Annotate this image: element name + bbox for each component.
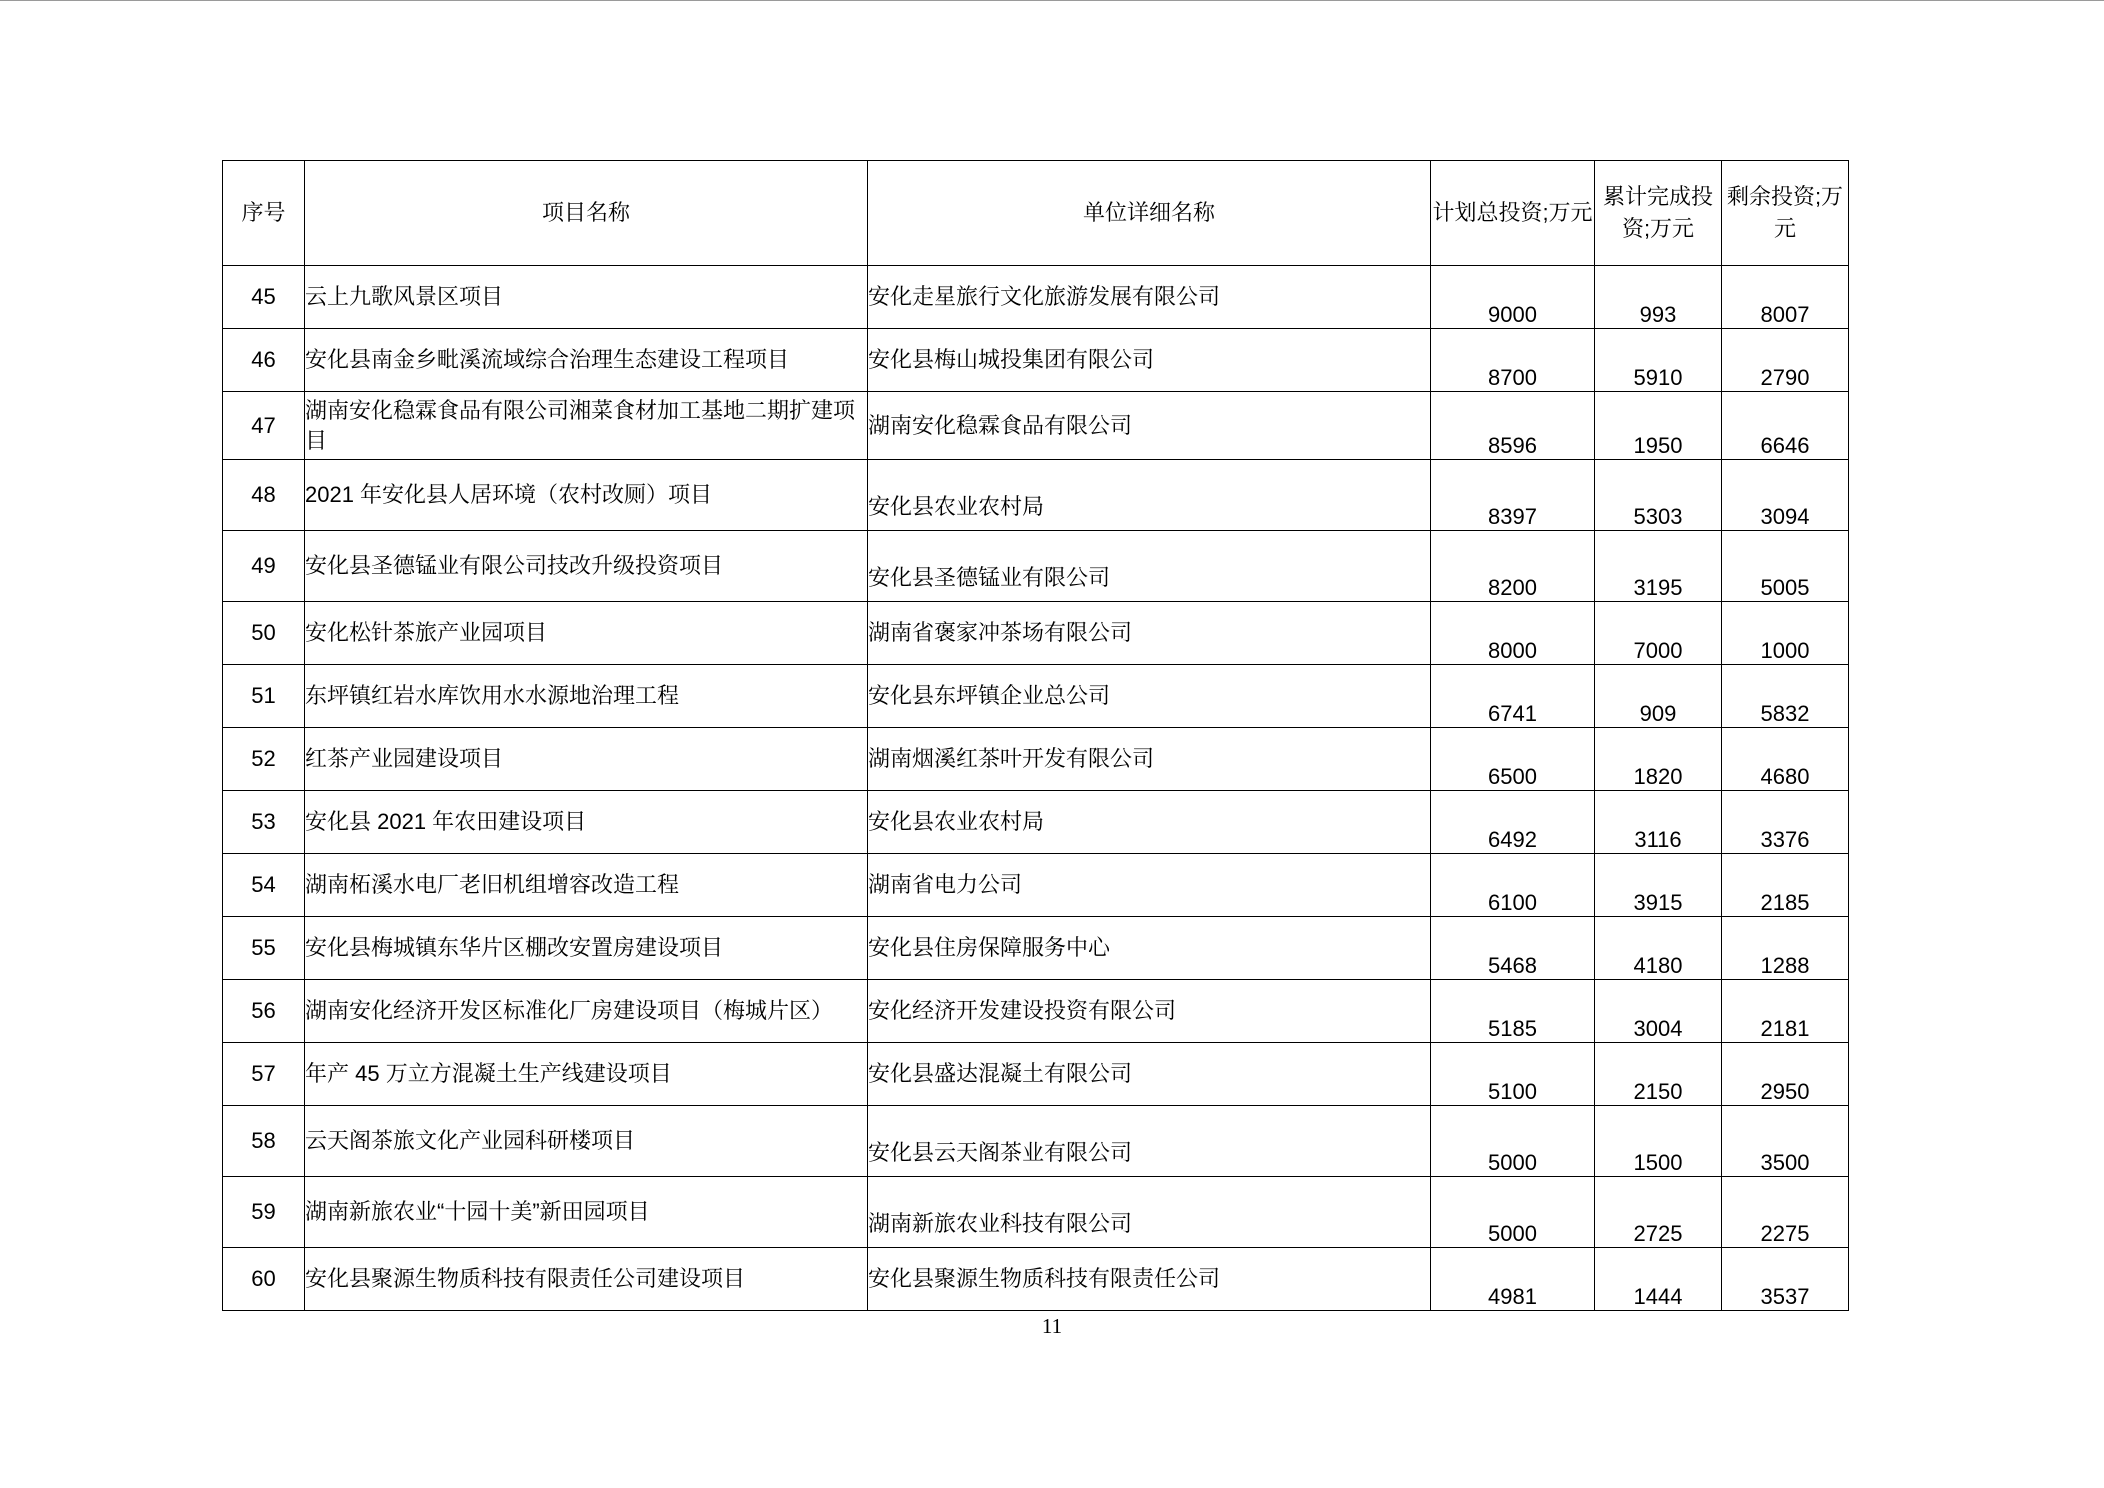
row-planned-total: 8200 xyxy=(1431,531,1595,602)
row-planned-total: 5000 xyxy=(1431,1177,1595,1248)
table-row xyxy=(223,392,1849,460)
row-project-name: 2021 年安化县人居环境（农村改厕）项目 xyxy=(305,460,868,531)
row-unit-name: 安化县聚源生物质科技有限责任公司 xyxy=(868,1248,1431,1311)
row-planned-total: 8000 xyxy=(1431,602,1595,665)
row-project-name: 湖南柘溪水电厂老旧机组增容改造工程 xyxy=(305,854,868,917)
row-remaining: 3537 xyxy=(1722,1248,1849,1311)
row-cumulative-completed: 7000 xyxy=(1595,602,1722,665)
row-project-name: 湖南安化稳霖食品有限公司湘菜食材加工基地二期扩建项目 xyxy=(305,392,868,460)
row-unit-name: 安化县农业农村局 xyxy=(868,460,1431,531)
table-row xyxy=(223,1177,1849,1248)
row-planned-total: 8700 xyxy=(1431,329,1595,392)
row-unit-name: 湖南安化稳霖食品有限公司 xyxy=(868,392,1431,460)
row-remaining: 2790 xyxy=(1722,329,1849,392)
row-cumulative-completed: 3195 xyxy=(1595,531,1722,602)
row-project-name: 安化县梅城镇东华片区棚改安置房建设项目 xyxy=(305,917,868,980)
row-project-name: 年产 45 万立方混凝土生产线建设项目 xyxy=(305,1043,868,1106)
row-cumulative-completed: 3915 xyxy=(1595,854,1722,917)
table-row xyxy=(223,665,1849,728)
row-project-name: 云天阁茶旅文化产业园科研楼项目 xyxy=(305,1106,868,1177)
table-row xyxy=(223,791,1849,854)
table-row xyxy=(223,1248,1849,1311)
row-cumulative-completed: 5303 xyxy=(1595,460,1722,531)
row-project-name: 安化松针茶旅产业园项目 xyxy=(305,602,868,665)
table-row xyxy=(223,460,1849,531)
row-project-name: 云上九歌风景区项目 xyxy=(305,266,868,329)
row-project-name: 红茶产业园建设项目 xyxy=(305,728,868,791)
table-row xyxy=(223,980,1849,1043)
row-planned-total: 5468 xyxy=(1431,917,1595,980)
row-remaining: 2181 xyxy=(1722,980,1849,1043)
table-row xyxy=(223,1106,1849,1177)
table-row xyxy=(223,531,1849,602)
header-project-name: 项目名称 xyxy=(305,161,868,266)
row-planned-total: 9000 xyxy=(1431,266,1595,329)
row-remaining: 3500 xyxy=(1722,1106,1849,1177)
row-remaining: 3094 xyxy=(1722,460,1849,531)
row-planned-total: 6741 xyxy=(1431,665,1595,728)
row-remaining: 2185 xyxy=(1722,854,1849,917)
row-unit-name: 湖南新旅农业科技有限公司 xyxy=(868,1177,1431,1248)
row-unit-name: 湖南省电力公司 xyxy=(868,854,1431,917)
row-unit-name: 安化县盛达混凝土有限公司 xyxy=(868,1043,1431,1106)
row-remaining: 4680 xyxy=(1722,728,1849,791)
row-cumulative-completed: 3116 xyxy=(1595,791,1722,854)
row-seq: 58 xyxy=(223,1106,305,1177)
row-project-name: 安化县聚源生物质科技有限责任公司建设项目 xyxy=(305,1248,868,1311)
row-planned-total: 5185 xyxy=(1431,980,1595,1043)
row-seq: 49 xyxy=(223,531,305,602)
row-planned-total: 8397 xyxy=(1431,460,1595,531)
table-row xyxy=(223,917,1849,980)
row-cumulative-completed: 1444 xyxy=(1595,1248,1722,1311)
header-unit-name: 单位详细名称 xyxy=(868,161,1431,266)
row-unit-name: 安化经济开发建设投资有限公司 xyxy=(868,980,1431,1043)
row-seq: 47 xyxy=(223,392,305,460)
row-cumulative-completed: 1820 xyxy=(1595,728,1722,791)
row-remaining: 5005 xyxy=(1722,531,1849,602)
row-remaining: 8007 xyxy=(1722,266,1849,329)
row-remaining: 3376 xyxy=(1722,791,1849,854)
row-project-name: 湖南新旅农业“十园十美”新田园项目 xyxy=(305,1177,868,1248)
row-seq: 52 xyxy=(223,728,305,791)
header-remaining: 剩余投资;万元 xyxy=(1722,161,1849,266)
row-seq: 51 xyxy=(223,665,305,728)
row-seq: 59 xyxy=(223,1177,305,1248)
row-cumulative-completed: 909 xyxy=(1595,665,1722,728)
row-unit-name: 安化县住房保障服务中心 xyxy=(868,917,1431,980)
row-remaining: 6646 xyxy=(1722,392,1849,460)
row-remaining: 2950 xyxy=(1722,1043,1849,1106)
row-planned-total: 4981 xyxy=(1431,1248,1595,1311)
row-cumulative-completed: 1500 xyxy=(1595,1106,1722,1177)
row-seq: 46 xyxy=(223,329,305,392)
row-seq: 48 xyxy=(223,460,305,531)
page-top-rule xyxy=(0,0,2104,1)
row-remaining: 1000 xyxy=(1722,602,1849,665)
header-planned-total: 计划总投资;万元 xyxy=(1431,161,1595,266)
row-cumulative-completed: 5910 xyxy=(1595,329,1722,392)
row-project-name: 安化县 2021 年农田建设项目 xyxy=(305,791,868,854)
row-project-name: 安化县圣德锰业有限公司技改升级投资项目 xyxy=(305,531,868,602)
row-planned-total: 5000 xyxy=(1431,1106,1595,1177)
row-planned-total: 8596 xyxy=(1431,392,1595,460)
header-cumulative-completed: 累计完成投资;万元 xyxy=(1595,161,1722,266)
row-cumulative-completed: 2150 xyxy=(1595,1043,1722,1106)
row-unit-name: 安化县东坪镇企业总公司 xyxy=(868,665,1431,728)
row-seq: 50 xyxy=(223,602,305,665)
row-seq: 56 xyxy=(223,980,305,1043)
header-seq: 序号 xyxy=(223,161,305,266)
row-remaining: 2275 xyxy=(1722,1177,1849,1248)
row-seq: 55 xyxy=(223,917,305,980)
row-project-name: 湖南安化经济开发区标准化厂房建设项目（梅城片区） xyxy=(305,980,868,1043)
row-unit-name: 安化县梅山城投集团有限公司 xyxy=(868,329,1431,392)
row-cumulative-completed: 3004 xyxy=(1595,980,1722,1043)
row-unit-name: 安化县云天阁茶业有限公司 xyxy=(868,1106,1431,1177)
table-header-row xyxy=(223,161,1849,266)
row-planned-total: 6500 xyxy=(1431,728,1595,791)
row-seq: 54 xyxy=(223,854,305,917)
row-seq: 57 xyxy=(223,1043,305,1106)
row-cumulative-completed: 2725 xyxy=(1595,1177,1722,1248)
row-planned-total: 6100 xyxy=(1431,854,1595,917)
row-seq: 53 xyxy=(223,791,305,854)
table-row xyxy=(223,1043,1849,1106)
row-project-name: 东坪镇红岩水库饮用水水源地治理工程 xyxy=(305,665,868,728)
row-planned-total: 5100 xyxy=(1431,1043,1595,1106)
row-planned-total: 6492 xyxy=(1431,791,1595,854)
row-unit-name: 安化县农业农村局 xyxy=(868,791,1431,854)
row-unit-name: 湖南烟溪红茶叶开发有限公司 xyxy=(868,728,1431,791)
table-row xyxy=(223,602,1849,665)
row-remaining: 1288 xyxy=(1722,917,1849,980)
row-seq: 60 xyxy=(223,1248,305,1311)
row-cumulative-completed: 993 xyxy=(1595,266,1722,329)
investment-table xyxy=(222,160,1849,1311)
table-row xyxy=(223,266,1849,329)
row-remaining: 5832 xyxy=(1722,665,1849,728)
page-number: 11 xyxy=(1041,1314,1063,1338)
row-unit-name: 湖南省褒家冲茶场有限公司 xyxy=(868,602,1431,665)
row-seq: 45 xyxy=(223,266,305,329)
table-row xyxy=(223,854,1849,917)
row-cumulative-completed: 4180 xyxy=(1595,917,1722,980)
row-unit-name: 安化县圣德锰业有限公司 xyxy=(868,531,1431,602)
row-cumulative-completed: 1950 xyxy=(1595,392,1722,460)
row-unit-name: 安化走星旅行文化旅游发展有限公司 xyxy=(868,266,1431,329)
table-row xyxy=(223,728,1849,791)
row-project-name: 安化县南金乡毗溪流域综合治理生态建设工程项目 xyxy=(305,329,868,392)
table-row xyxy=(223,329,1849,392)
